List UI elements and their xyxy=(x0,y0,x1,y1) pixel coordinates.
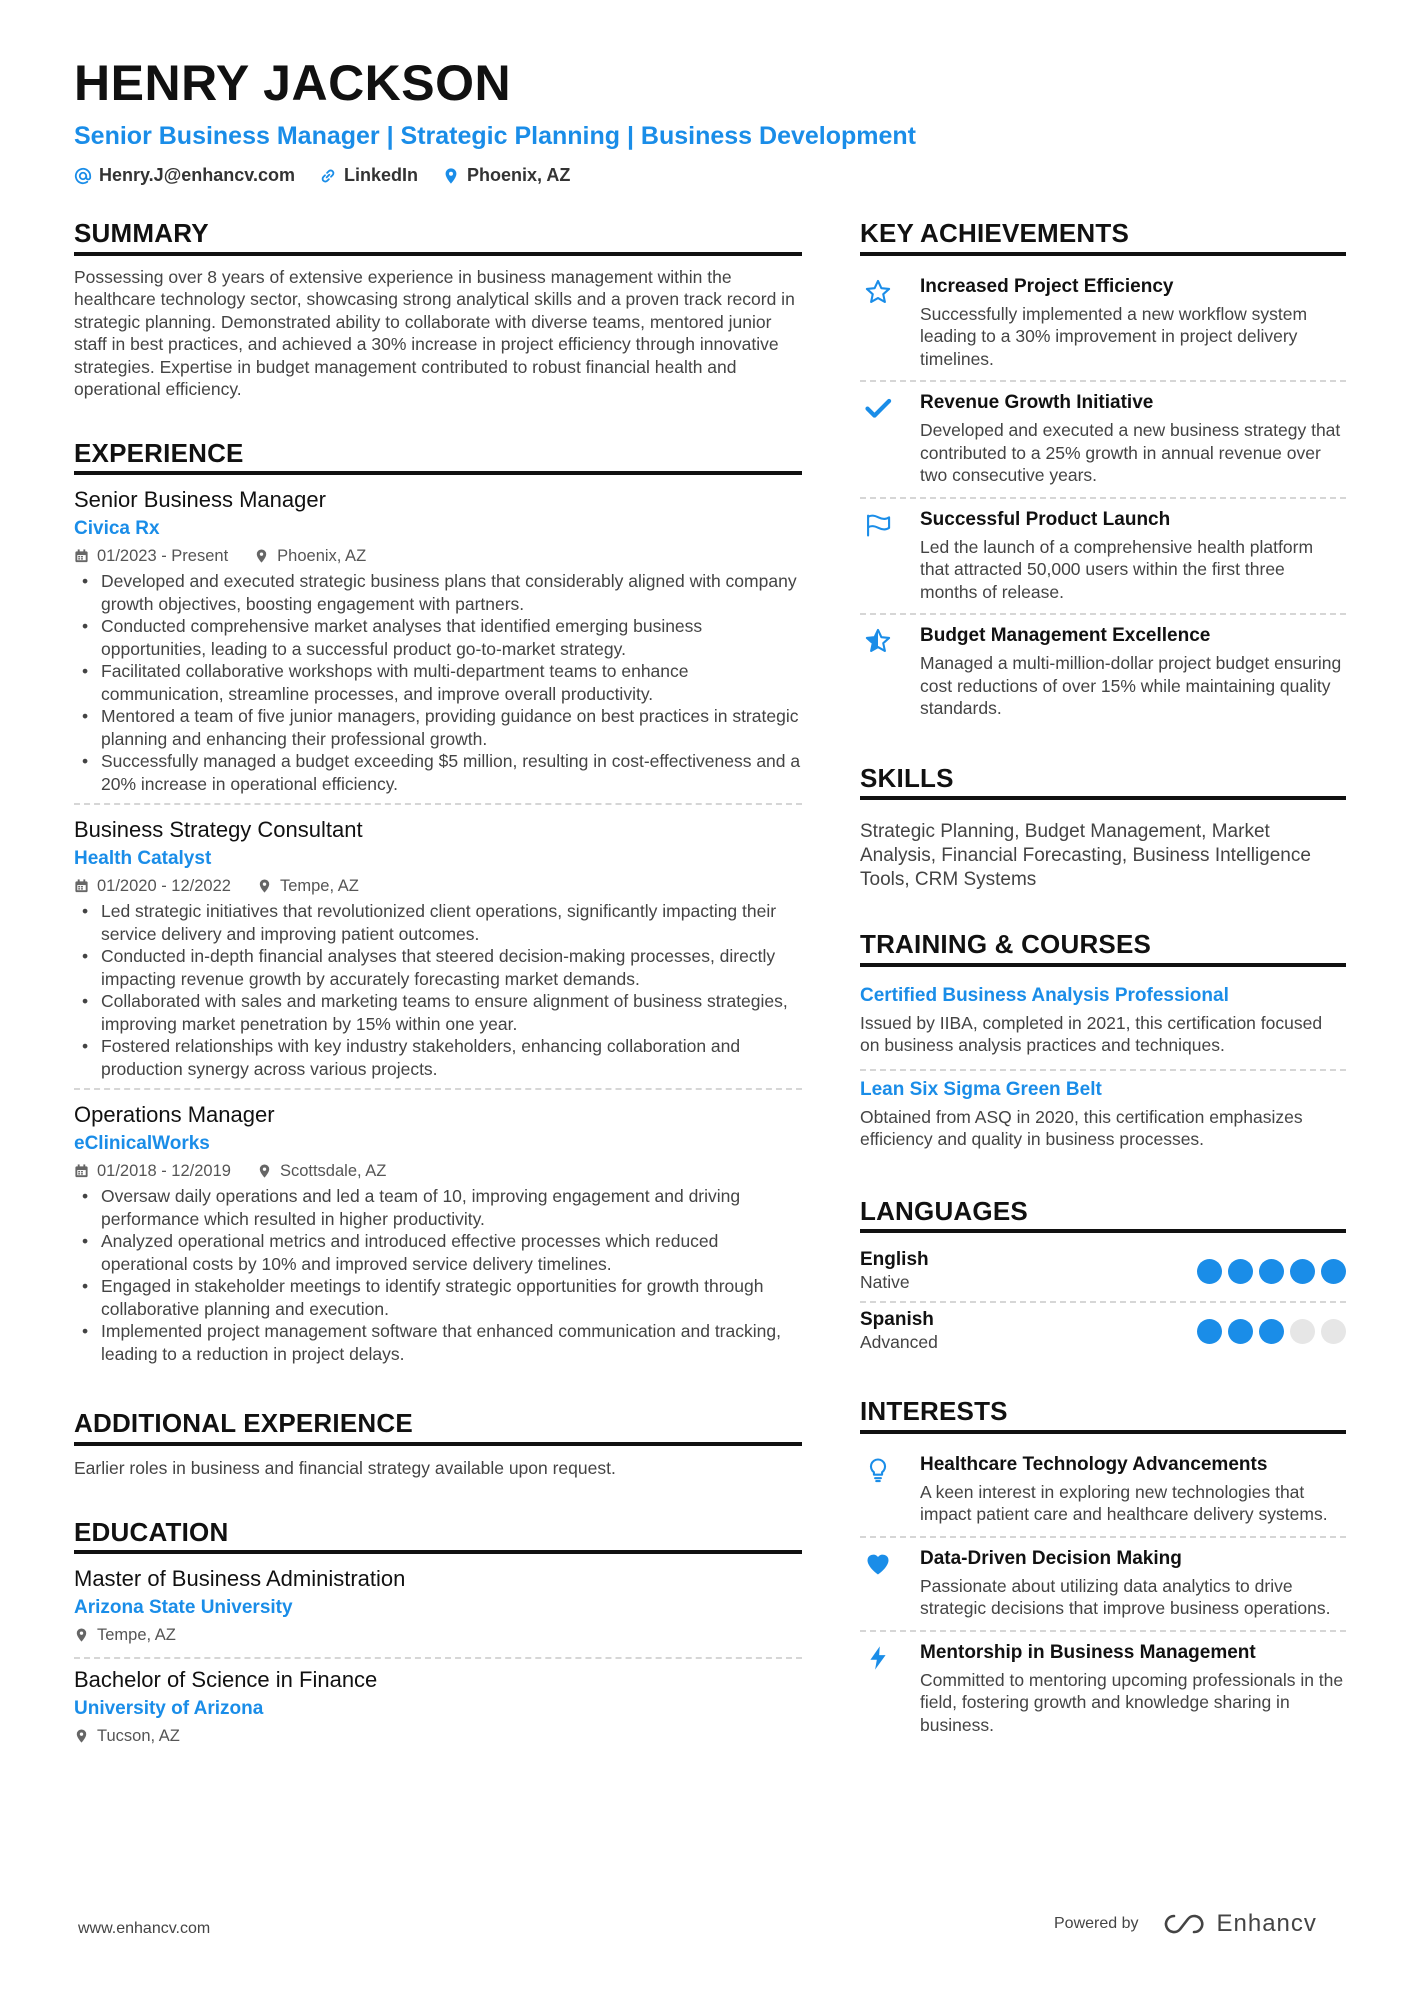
school-name: University of Arizona xyxy=(74,1698,264,1720)
rating-dot-filled xyxy=(1228,1319,1253,1344)
interest-title: Data-Driven Decision Making xyxy=(920,1547,1182,1569)
interests-heading: INTERESTS xyxy=(860,1397,1346,1434)
achievement-title: Increased Project Efficiency xyxy=(920,275,1174,297)
rating-dot-filled xyxy=(1259,1259,1284,1284)
job-meta xyxy=(74,542,802,570)
bullet-item: • Successfully managed a budget exceeding $5 million, resulting in cost-effectiveness and a 20% increase in operational efficiency. xyxy=(74,750,802,795)
key-achievements-section xyxy=(860,219,1346,730)
course-item xyxy=(860,1071,1346,1163)
course-item xyxy=(860,977,1346,1071)
bullet-item: • Mentored a team of five junior managers, providing guidance on best practices in strategic planning and enhancing their professional growth. xyxy=(74,705,802,750)
achievement-desc: Successfully implemented a new workflow system leading to a 30% improvement in project delivery timelines. xyxy=(920,303,1308,369)
interest-item xyxy=(860,1632,1346,1747)
location-pin-icon xyxy=(257,878,272,894)
footer-branding xyxy=(1054,1910,1317,1938)
education-location xyxy=(74,1722,180,1750)
achievement-desc: Managed a multi-million-dollar project budget ensuring cost reductions of over 15% while maintaining quality standards. xyxy=(920,653,1342,719)
candidate-headline: Senior Business Manager | Strategic Planning | Business Development xyxy=(74,122,916,150)
job-entry xyxy=(74,485,802,805)
course-desc: Obtained from ASQ in 2020, this certification emphasizes efficiency and quality in business processes. xyxy=(860,1106,1303,1150)
bullet-item: • Fostered relationships with key industry stakeholders, enhancing collaboration and production synergy across various projects. xyxy=(74,1035,802,1080)
interest-desc: Committed to mentoring upcoming professionals in the field, fostering growth and knowledge sharing in business. xyxy=(920,1669,1344,1735)
language-level: Advanced xyxy=(860,1332,938,1353)
interest-desc: Passionate about utilizing data analytics to drive strategic decisions that improve business operations. xyxy=(920,1575,1331,1619)
interest-title: Healthcare Technology Advancements xyxy=(920,1453,1268,1475)
skills-list: Strategic Planning, Budget Management, Market Analysis, Financial Forecasting, Business Intelligence Tools, CRM Systems xyxy=(860,821,1311,891)
job-location-text: Scottsdale, AZ xyxy=(279,1162,387,1181)
education-entry xyxy=(74,1564,802,1659)
achievement-desc: Led the launch of a comprehensive health platform that attracted 50,000 users within the first three months of release. xyxy=(920,536,1314,602)
training-heading: TRAINING & COURSES xyxy=(860,930,1346,967)
rating-dot-filled xyxy=(1321,1259,1346,1284)
language-item xyxy=(860,1303,1346,1361)
location-pin-icon xyxy=(257,1163,272,1179)
job-location-text: Phoenix, AZ xyxy=(277,547,367,566)
powered-by-text: Powered by xyxy=(1054,1915,1139,1932)
education-meta xyxy=(74,1621,802,1649)
location-pin-icon xyxy=(254,548,269,564)
achievement-title: Revenue Growth Initiative xyxy=(920,392,1154,414)
location-pin-icon xyxy=(74,1627,89,1643)
summary-heading: SUMMARY xyxy=(74,219,802,256)
skills-section xyxy=(860,764,1346,893)
bullet-item: • Analyzed operational metrics and introduced effective processes which reduced operational costs by 10% and improved service delivery timelines. xyxy=(74,1230,802,1275)
job-title: Operations Manager xyxy=(74,1102,275,1128)
job-location xyxy=(254,542,366,570)
interests-section xyxy=(860,1397,1346,1746)
languages-heading: LANGUAGES xyxy=(860,1197,1346,1234)
bullet-item: • Implemented project management software that enhanced communication and tracking, leading to a reduction in project delays. xyxy=(74,1320,802,1365)
achievement-desc: Developed and executed a new business strategy that contributed to a 25% growth in annual revenue over two consecutive years. xyxy=(920,420,1341,486)
star-outline-icon xyxy=(864,278,892,306)
degree-title: Bachelor of Science in Finance xyxy=(74,1667,378,1693)
lightbulb-icon xyxy=(864,1456,892,1484)
bullet-item: • Facilitated collaborative workshops with multi-department teams to enhance communication, streamline processes, and improve overall productivity. xyxy=(74,660,802,705)
interest-title: Mentorship in Business Management xyxy=(920,1641,1256,1663)
job-dates-text: 01/2020 - 12/2022 xyxy=(97,877,231,896)
achievement-item xyxy=(860,499,1346,616)
location-pin-icon xyxy=(74,1728,89,1744)
bullet-item: • Engaged in stakeholder meetings to identify strategic opportunities for growth through collaborative planning and execution. xyxy=(74,1275,802,1320)
checkmark-icon xyxy=(864,394,892,422)
left-column xyxy=(74,219,802,1796)
education-section xyxy=(74,1518,802,1759)
rating-dot-filled xyxy=(1197,1259,1222,1284)
job-location xyxy=(257,872,359,900)
additional-experience-heading: ADDITIONAL EXPERIENCE xyxy=(74,1409,802,1446)
education-entry xyxy=(74,1665,802,1758)
course-title: Certified Business Analysis Professional xyxy=(860,984,1229,1006)
enhancv-logo-icon xyxy=(1161,1911,1207,1937)
achievement-item xyxy=(860,266,1346,383)
achievement-title: Budget Management Excellence xyxy=(920,625,1211,647)
rating-dot-filled xyxy=(1197,1319,1222,1344)
language-name: English xyxy=(860,1249,929,1271)
candidate-name: HENRY JACKSON xyxy=(74,55,512,111)
interest-item xyxy=(860,1538,1346,1632)
skills-heading: SKILLS xyxy=(860,764,1346,801)
calendar-icon xyxy=(74,548,89,564)
rating-dot-filled xyxy=(1259,1319,1284,1344)
bullet-item: • Conducted comprehensive market analyses that identified emerging business opportunities, leading to a successful product go-to-market strategy. xyxy=(74,615,802,660)
enhancv-brand-text: Enhancv xyxy=(1216,1910,1317,1937)
right-column xyxy=(860,219,1346,1784)
bullet-item: • Collaborated with sales and marketing teams to ensure alignment of business strategies, improving market penetration by 15% within one year. xyxy=(74,990,802,1035)
linkedin-text: LinkedIn xyxy=(343,165,418,185)
achievement-item xyxy=(860,615,1346,730)
education-location xyxy=(74,1621,176,1649)
education-location-text: Tempe, AZ xyxy=(97,1626,176,1645)
enhancv-logo[interactable] xyxy=(1161,1910,1317,1938)
star-half-icon xyxy=(864,627,892,655)
job-company: Civica Rx xyxy=(74,518,160,540)
language-rating xyxy=(1197,1319,1346,1344)
language-item xyxy=(860,1243,1346,1303)
school-name: Arizona State University xyxy=(74,1597,293,1619)
job-company: eClinicalWorks xyxy=(74,1133,210,1155)
lightning-icon xyxy=(864,1644,892,1672)
job-entry xyxy=(74,1100,802,1373)
job-dates-text: 01/2018 - 12/2019 xyxy=(97,1162,231,1181)
job-title: Business Strategy Consultant xyxy=(74,817,363,843)
languages-section xyxy=(860,1197,1346,1362)
job-dates-text: 01/2023 - Present xyxy=(97,547,229,566)
language-level: Native xyxy=(860,1272,910,1293)
education-location-text: Tucson, AZ xyxy=(97,1727,180,1746)
key-achievements-heading: KEY ACHIEVEMENTS xyxy=(860,219,1346,256)
calendar-icon xyxy=(74,878,89,894)
job-location xyxy=(257,1157,386,1185)
heart-icon xyxy=(864,1550,892,1578)
experience-heading: EXPERIENCE xyxy=(74,439,802,476)
summary-text: Possessing over 8 years of extensive experience in business management within the healthcare technology sector, showcasing strong analytical skills and a proven track record in strategic planning. Demonstrated ability to collaborate with diverse teams, mentored junior staff in best practices, and achieved a 30% increase in project efficiency through innovative strategies. Expertise in budget management contributed to robust financial health and operational efficiency. xyxy=(74,266,795,400)
rating-dot-empty xyxy=(1321,1319,1346,1344)
training-section xyxy=(860,930,1346,1163)
rating-dot-filled xyxy=(1228,1259,1253,1284)
job-location-text: Tempe, AZ xyxy=(279,877,359,896)
location-contact xyxy=(442,165,570,186)
link-icon xyxy=(319,167,337,185)
flag-icon xyxy=(864,511,892,539)
interest-item xyxy=(860,1444,1346,1538)
achievement-title: Successful Product Launch xyxy=(920,508,1171,530)
rating-dot-filled xyxy=(1290,1259,1315,1284)
bullet-item: • Oversaw daily operations and led a team of 10, improving engagement and driving performance which resulted in higher productivity. xyxy=(74,1185,802,1230)
education-meta xyxy=(74,1722,802,1750)
footer-website[interactable]: www.enhancv.com xyxy=(78,1920,211,1937)
contact-bar xyxy=(74,165,570,186)
location-text: Phoenix, AZ xyxy=(466,165,571,185)
job-bullets xyxy=(74,900,802,1080)
rating-dot-empty xyxy=(1290,1319,1315,1344)
language-rating xyxy=(1197,1259,1346,1284)
interest-desc: A keen interest in exploring new technologies that impact patient care and healthcare delivery systems. xyxy=(920,1481,1328,1525)
job-entry xyxy=(74,815,802,1090)
job-bullets xyxy=(74,570,802,795)
calendar-icon xyxy=(74,1163,89,1179)
job-dates xyxy=(74,1157,231,1185)
email-text: Henry.J@enhancv.com xyxy=(99,165,295,185)
achievement-item xyxy=(860,382,1346,499)
additional-experience-section xyxy=(74,1409,802,1480)
language-name: Spanish xyxy=(860,1309,934,1331)
linkedin-contact[interactable] xyxy=(319,165,418,186)
email-contact[interactable] xyxy=(74,165,295,186)
job-company: Health Catalyst xyxy=(74,848,212,870)
bullet-item: • Developed and executed strategic business plans that considerably aligned with company growth objectives, boosting engagement with partners. xyxy=(74,570,802,615)
bullet-item: • Led strategic initiatives that revolutionized client operations, significantly impacting their service delivery and improving patient outcomes. xyxy=(74,900,802,945)
job-meta xyxy=(74,1157,802,1185)
education-heading: EDUCATION xyxy=(74,1518,802,1555)
additional-experience-text: Earlier roles in business and financial strategy available upon request. xyxy=(74,1457,616,1478)
summary-section xyxy=(74,219,802,401)
course-title: Lean Six Sigma Green Belt xyxy=(860,1078,1102,1100)
job-dates xyxy=(74,872,231,900)
job-title: Senior Business Manager xyxy=(74,487,326,513)
degree-title: Master of Business Administration xyxy=(74,1566,406,1592)
location-pin-icon xyxy=(442,167,460,185)
job-bullets xyxy=(74,1185,802,1365)
experience-section xyxy=(74,439,802,1374)
job-meta xyxy=(74,872,802,900)
at-icon xyxy=(74,167,92,185)
job-dates xyxy=(74,542,228,570)
bullet-item: • Conducted in-depth financial analyses that steered decision-making processes, directly impacting revenue growth by accurately forecasting market demands. xyxy=(74,945,802,990)
course-desc: Issued by IIBA, completed in 2021, this certification focused on business analysis practices and techniques. xyxy=(860,1012,1323,1056)
